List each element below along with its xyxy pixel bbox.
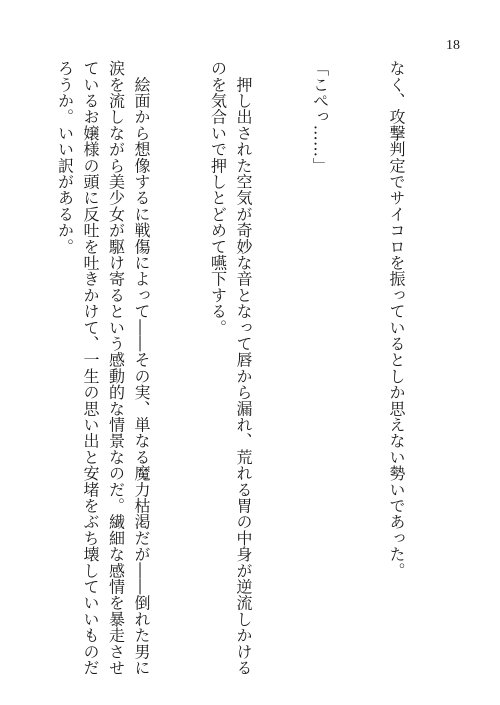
paragraph: なく、攻撃判定でサイコロを振っているとしか思えない勢いであった。: [387, 60, 406, 579]
page-number: 18: [446, 38, 460, 53]
paragraph: 絵面から想像するに戦傷によって――その実、単なる魔力枯渇だが――倒れた男に涙を流しながら美少女が駆け寄るという感動的な情景なのだ。繊細な感情を暴走させているお嬢様の頭に反吐を吐きかけて、一生の思い出と安堵をぶち壊していいものだろうか。いい訳があるか。: [55, 60, 151, 676]
paragraph: [0, 60, 1, 680]
paragraph: 押し出された空気が奇妙な音となって唇から漏れ、荒れる胃の中身が逆流しかけるのを気合いで押しとどめて嚥下する。: [208, 60, 253, 676]
body-text: [0, 60, 460, 680]
paragraph: 「こぺっ……」: [310, 60, 330, 174]
